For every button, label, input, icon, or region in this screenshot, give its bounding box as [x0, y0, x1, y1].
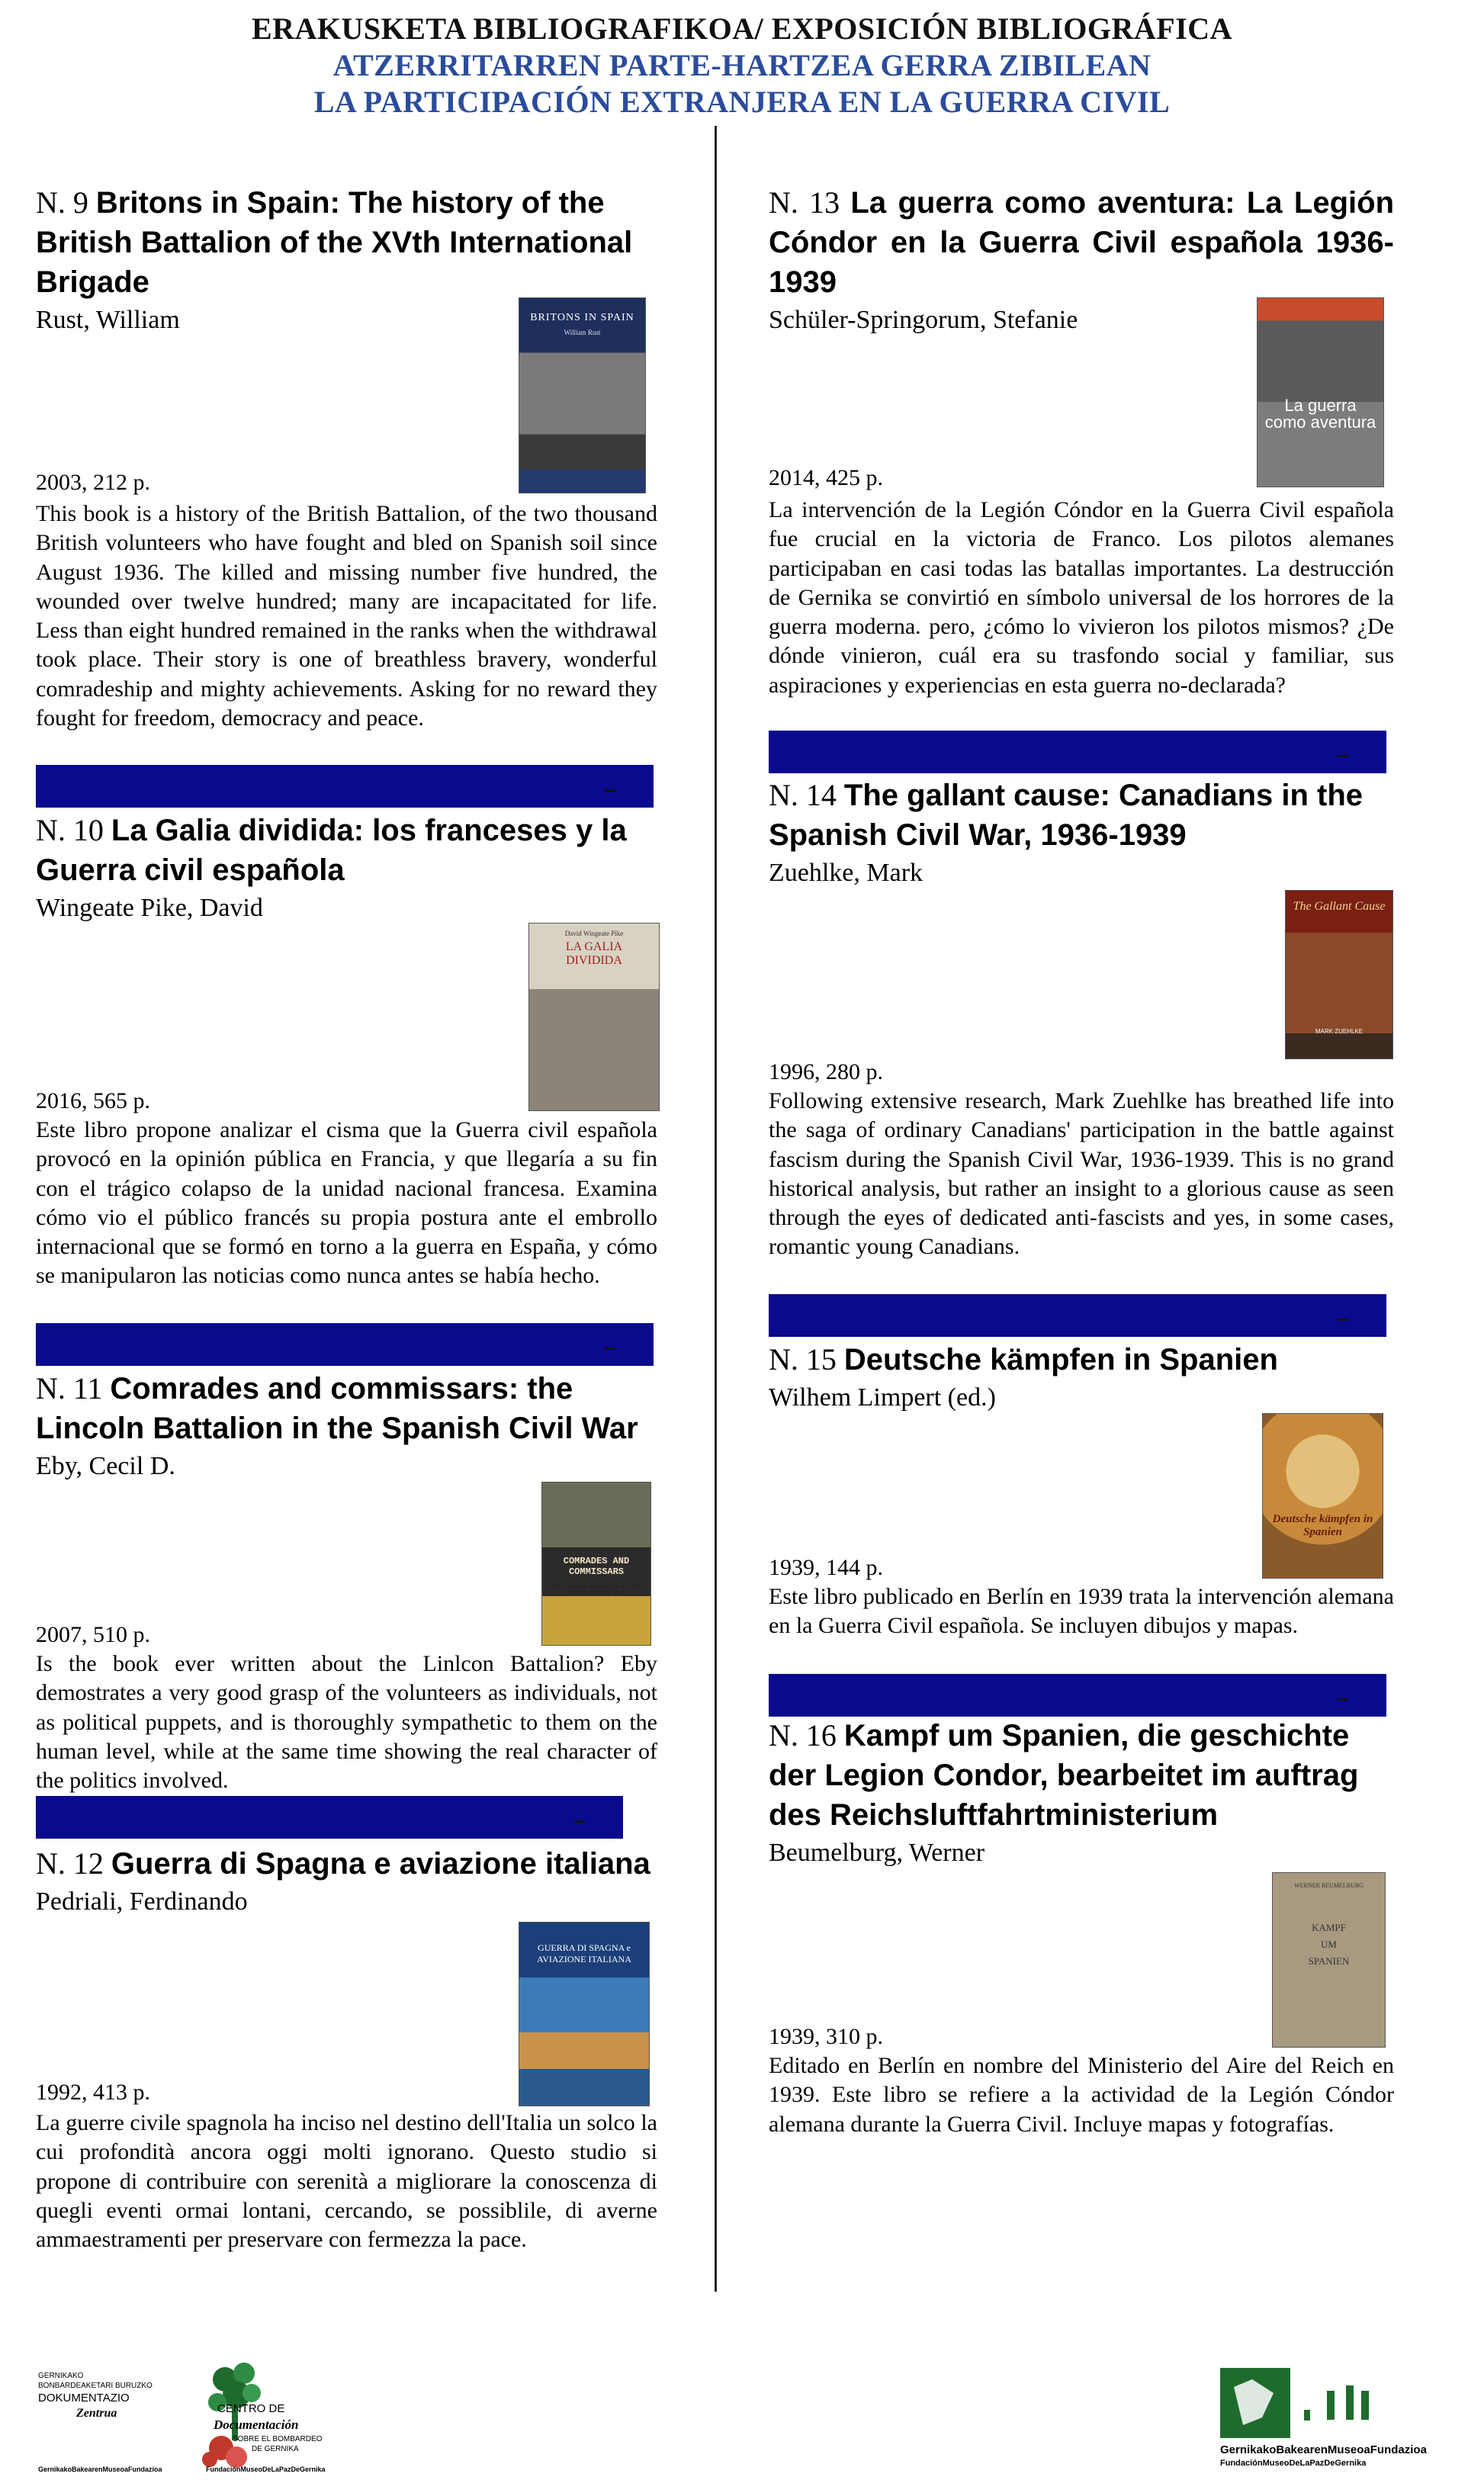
cover-subtitle: William Rust — [564, 329, 601, 336]
entry-number: N. 13 — [769, 185, 840, 220]
entry-10 — [36, 811, 657, 927]
footer-left-line-4: Zentrua — [76, 2407, 117, 2420]
entry-description: Este libro publicado en Berlín en 1939 trata la intervención alemana en la Guerra Civil española. Se incluyen dibujos y mapas. — [769, 1584, 1394, 1639]
entry-year: 1939, 144 p. — [769, 1555, 883, 1580]
entry-title-text: Kampf um Spanien, die geschichte der Legion Condor, bearbeitet im auftrag des Reichsluftfahrtministerium — [769, 1719, 1359, 1832]
entry-14 — [769, 776, 1394, 891]
entry-title-text: Guerra di Spagna e aviazione italiana — [111, 1847, 650, 1881]
entry-author: Wingeate Pike, David — [36, 894, 263, 922]
entry-title — [769, 1340, 1394, 1380]
entry-author: Beumelburg, Werner — [769, 1839, 985, 1867]
entry-description: This book is a history of the British Battalion, of the two thousand British volunteers who have fought and bled on Spanish soil since August 1936. The killed and missing number five hundred, the wounded over twelve hundred; many are incapacitated for life. Less than eight hundred remained in the ranks when the withdrawal took place. Their story is one of breathless bravery, wonderful comradeship and mighty achievements. Asking for no reward they fought for freedom, democracy and peace. — [36, 501, 657, 731]
entry-11 — [36, 1369, 657, 1485]
footer-center-tag: FundaciónMuseoDeLaPazDeGernika — [206, 2466, 326, 2473]
entry-description: Following extensive research, Mark Zuehlke has breathed life into the saga of ordinary Canadians' participation in the battle against fascism during the Spanish Civil War, 1936-1939. This is no grand historical analysis, but rather an insight to a glorious cause as seen through the eyes of dedicated anti-fascists and yes, in some cases, romantic young Canadians. — [769, 1088, 1394, 1260]
book-cover — [519, 1922, 650, 2106]
entry-title — [36, 183, 657, 302]
cover-title: COMRADES AND COMMISSARS — [563, 1556, 630, 1577]
entry-12 — [36, 1844, 657, 1920]
entry-year: 1939, 310 p. — [769, 2024, 883, 2049]
museum-logo-icon — [1220, 2364, 1403, 2440]
header-line-1: ERAKUSKETA BIBLIOGRAFIKOA/ EXPOSICIÓN BIBLIOGRÁFICA — [251, 11, 1233, 46]
entry-title-text: Comrades and commissars: the Lincoln Battalion in the Spanish Civil War — [36, 1372, 638, 1445]
entry-title — [769, 776, 1394, 855]
page-header — [0, 11, 1484, 120]
entry-author: Rust, William — [36, 306, 180, 334]
column-divider — [715, 126, 717, 2292]
footer-logo-documentation-center — [31, 2356, 351, 2478]
separator-bar — [36, 1796, 623, 1839]
entry-title — [769, 1716, 1394, 1835]
entry-number: N. 12 — [36, 1846, 104, 1881]
entry-author: Schüler-Springorum, Stefanie — [769, 306, 1078, 334]
cover-subtitle: WERNER BEUMELBURG — [1294, 1882, 1364, 1889]
entry-title-text: Deutsche kämpfen in Spanien — [843, 1343, 1278, 1377]
separator-bar — [36, 1323, 654, 1366]
cover-subtitle: MARK ZUEHLKE — [1315, 1028, 1364, 1035]
book-cover — [519, 297, 646, 493]
entry-year: 2003, 212 p. — [36, 470, 150, 495]
cover-title: The Gallant Cause — [1293, 900, 1386, 913]
book-cover — [1257, 297, 1384, 487]
footer-left-line-3: DOKUMENTAZIO — [38, 2392, 130, 2405]
entry-title-text: La Galia dividida: los franceses y la Guerra civil española — [36, 814, 627, 887]
entry-description: Este libro propone analizar el cisma que la Guerra civil española provocó en la opinión pública en Francia, y que llegaría a su fin con el trágico colapso de la unidad nacional francesa. Examina cómo vio el público francés su propia postura ante el embrollo internacional que se formó en torno a la guerra en España, y cómo se manipularon las noticias como nunca antes se había hecho. — [36, 1117, 657, 1289]
entry-year: 1992, 413 p. — [36, 2080, 150, 2105]
footer-center-line-3: SOBRE EL BOMBARDEO — [233, 2435, 323, 2443]
cover-title: LA GALIA DIVIDIDA — [565, 940, 623, 967]
entry-title — [769, 183, 1394, 302]
entry-year: 2014, 425 p. — [769, 465, 883, 490]
entry-year: 1996, 280 p. — [769, 1059, 883, 1084]
entry-title — [36, 811, 657, 890]
footer-center-line-4: DE GERNIKA — [252, 2445, 299, 2453]
entry-title-text: Britons in Spain: The history of the British Battalion of the XVth International Brigade — [36, 186, 633, 299]
separator-bar — [769, 1294, 1386, 1337]
entry-description: Editado en Berlín en nombre del Ministerio del Aire del Reich en 1939. Este libro se refiere a la actividad de la Legión Cóndor alemana durante la Guerra Civil. Incluye mapas y fotografías. — [769, 2053, 1394, 2137]
header-line-2: ATZERRITARREN PARTE-HARTZEA GERRA ZIBILEAN — [332, 48, 1152, 82]
cover-title: GUERRA DI SPAGNA e AVIAZIONE ITALIANA — [537, 1942, 631, 1964]
entry-title-text: La guerra como aventura: La Legión Cóndor en la Guerra Civil española 1936-1939 — [769, 186, 1394, 299]
entry-title — [36, 1844, 657, 1884]
header-line-3: LA PARTICIPACIÓN EXTRANJERA EN LA GUERRA CIVIL — [313, 85, 1171, 119]
cover-title: BRITONS IN SPAIN — [530, 312, 634, 323]
entry-number: N. 15 — [769, 1342, 837, 1377]
book-cover — [1285, 890, 1393, 1059]
cover-subtitle: THE LINCOLN BATTALION IN THE SPANISH CIVIL WAR — [551, 1585, 641, 1597]
entry-number: N. 9 — [36, 185, 88, 220]
cover-subtitle: David Wingeate Pike — [564, 930, 624, 937]
entry-description: La intervención de la Legión Cóndor en la Guerra Civil española fue crucial en la victoria de Franco. Los pilotos alemanes participaban en casi todas las batallas importantes. La destrucción de Gernika se convirtió en símbolo universal de los horrores de la guerra moderna. pero, ¿cómo lo vivieron los pilotos mismos? ¿De dónde vinieron, cuál era su trasfondo social y familiar, sus aspiraciones y experiencias en esta guerra no-declarada? — [769, 497, 1394, 698]
separator-bar — [769, 1674, 1386, 1717]
entry-year: 2016, 565 p. — [36, 1088, 150, 1113]
entry-number: N. 11 — [36, 1371, 103, 1405]
entry-title — [36, 1369, 657, 1448]
cover-title: KAMPF UM SPANIEN — [1308, 1922, 1350, 1967]
book-cover — [541, 1482, 651, 1646]
separator-bar — [36, 765, 654, 808]
entry-author: Eby, Cecil D. — [36, 1452, 175, 1480]
entry-year: 2007, 510 p. — [36, 1622, 150, 1647]
entry-author: Zuehlke, Mark — [769, 859, 923, 887]
entry-number: N. 10 — [36, 813, 104, 847]
entry-author: Wilhem Limpert (ed.) — [769, 1383, 996, 1412]
entry-author: Pedriali, Ferdinando — [36, 1887, 248, 1916]
book-cover — [1262, 1413, 1383, 1579]
footer-right-name: GernikakoBakearenMuseoaFundazioa — [1220, 2443, 1427, 2456]
cover-title: La guerra como aventura — [1264, 396, 1376, 432]
entry-title-text: The gallant cause: Canadians in the Spanish Civil War, 1936-1939 — [769, 779, 1364, 852]
separator-bar — [769, 731, 1386, 773]
footer-left-line-2: BONBARDEAKETARI BURUZKO — [38, 2382, 153, 2390]
entry-15 — [769, 1340, 1394, 1416]
footer-center-line-2: Documentación — [214, 2417, 299, 2432]
footer-left-tag: GernikakoBakearenMuseoaFundazioa — [38, 2466, 162, 2473]
cover-title: Deutsche kämpfen in Spanien — [1272, 1513, 1373, 1538]
footer-logo-peace-museum — [1220, 2364, 1449, 2471]
entry-number: N. 14 — [769, 778, 837, 812]
entry-description: Is the book ever written about the Linlcon Battalion? Eby demostrates a very good grasp of the volunteers as individuals, not as political puppets, and is thoroughly sympathetic to them on the human level, while at the same time showing the real character of the politics involved. — [36, 1651, 657, 1794]
footer-left-line-1: GERNIKAKO — [38, 2372, 84, 2380]
entry-number: N. 16 — [769, 1718, 837, 1752]
footer-center-line-1: CENTRO DE — [217, 2402, 285, 2415]
book-cover — [528, 923, 660, 1111]
book-cover — [1272, 1872, 1386, 2048]
footer-right-sub: FundaciónMuseoDeLaPazDeGernika — [1220, 2459, 1367, 2468]
entry-16 — [769, 1716, 1394, 1871]
entry-description: La guerre civile spagnola ha inciso nel destino dell'Italia un solco la cui profondità ancora oggi molti ignorano. Questo studio si propone di contribuire con serenità a migliorare la conoscenza di quegli eventi ormai lontani, cercando, se possiblile, di averne ammaestramenti per preservare con fermezza la pace. — [36, 2110, 657, 2253]
